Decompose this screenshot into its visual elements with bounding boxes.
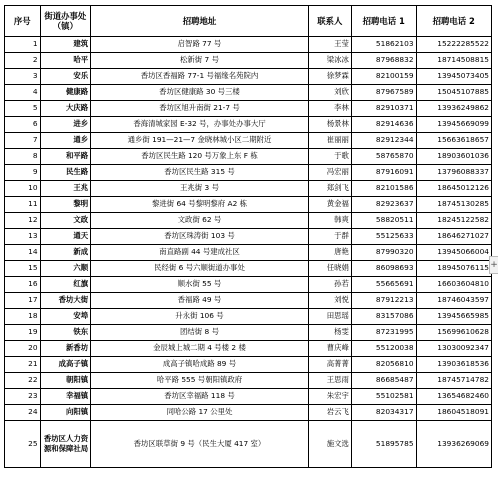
phone-1: 86685487: [351, 373, 416, 389]
contact-person: 崔丽丽: [308, 133, 351, 149]
table-row: [5, 181, 492, 197]
street-office: 向阳镇: [40, 405, 91, 421]
phone-2: 18945076115: [416, 261, 491, 277]
phone-1: 87916091: [351, 165, 416, 181]
phone-2: 13796088337: [416, 165, 491, 181]
street-office: 香坊大街: [40, 293, 91, 309]
contact-person: 王莹: [308, 37, 351, 53]
street-office: 安埠: [40, 309, 91, 325]
phone-2: 18245122582: [416, 213, 491, 229]
table-row: [5, 421, 492, 468]
contact-person: 杨景林: [308, 117, 351, 133]
contact-person: 韩爽: [308, 213, 351, 229]
phone-1: 87990320: [351, 245, 416, 261]
row-number: 20: [5, 341, 41, 357]
street-office: 新成: [40, 245, 91, 261]
street-office: 进乡: [40, 117, 91, 133]
recruit-address: 王兆街 3 号: [91, 181, 309, 197]
phone-2: 15699610628: [416, 325, 491, 341]
table-row: [5, 69, 492, 85]
street-office: 黎明: [40, 197, 91, 213]
phone-2: 13945073405: [416, 69, 491, 85]
phone-1: 87967589: [351, 85, 416, 101]
recruit-address: 香坊区联草街 9 号（民生大厦 417 室）: [91, 421, 309, 468]
table-row: [5, 117, 492, 133]
table-row: [5, 149, 492, 165]
phone-2: 15663618657: [416, 133, 491, 149]
phone-2: 18903601036: [416, 149, 491, 165]
recruit-address: 香海清城家园 E-32 号，办事处办事大厅: [91, 117, 309, 133]
header-contact: 联系人: [308, 6, 351, 37]
header-street: 街道办事处（镇）: [40, 6, 91, 37]
recruit-address: 香坊区民生路 315 号: [91, 165, 309, 181]
table-row: [5, 357, 492, 373]
phone-1: 58765870: [351, 149, 416, 165]
street-office: 通乡: [40, 133, 91, 149]
table-row: [5, 85, 492, 101]
table-row: [5, 213, 492, 229]
phone-1: 82100159: [351, 69, 416, 85]
street-office: 香坊区人力资源和保障社局: [40, 421, 91, 468]
phone-1: 82056810: [351, 357, 416, 373]
table-row: [5, 389, 492, 405]
phone-2: 13654682460: [416, 389, 491, 405]
phone-1: 87912213: [351, 293, 416, 309]
phone-2: 18746043597: [416, 293, 491, 309]
phone-2: 15222285522: [416, 37, 491, 53]
contact-person: 杨雯: [308, 325, 351, 341]
row-number: 23: [5, 389, 41, 405]
phone-2: 18645012126: [416, 181, 491, 197]
row-number: 8: [5, 149, 41, 165]
recruit-address: 团结街 8 号: [91, 325, 309, 341]
phone-2: 18745714782: [416, 373, 491, 389]
contact-person: 冯宏丽: [308, 165, 351, 181]
row-number: 24: [5, 405, 41, 421]
street-office: 和平路: [40, 149, 91, 165]
recruit-address: 松新街 7 号: [91, 53, 309, 69]
phone-2: 13945066004: [416, 245, 491, 261]
street-office: 文政: [40, 213, 91, 229]
street-office: 建筑: [40, 37, 91, 53]
row-number: 12: [5, 213, 41, 229]
phone-1: 51895785: [351, 421, 416, 468]
recruit-address: 香坊区旭升南街 21-7 号: [91, 101, 309, 117]
contact-person: 徐梦霖: [308, 69, 351, 85]
recruit-address: 香福路 49 号: [91, 293, 309, 309]
phone-1: 82910371: [351, 101, 416, 117]
row-number: 17: [5, 293, 41, 309]
street-office: 红旗: [40, 277, 91, 293]
header-row: [5, 6, 492, 37]
table-row: [5, 197, 492, 213]
phone-1: 55102581: [351, 389, 416, 405]
contact-person: 郑剑飞: [308, 181, 351, 197]
header-tel1: 招聘电话 1: [351, 6, 416, 37]
row-number: 21: [5, 357, 41, 373]
table-row: [5, 309, 492, 325]
contact-person: 刘悦: [308, 293, 351, 309]
recruit-address: 启智路 77 号: [91, 37, 309, 53]
recruit-address: 香坊区民生路 120 号万象上东 F 栋: [91, 149, 309, 165]
phone-2: 13945665985: [416, 309, 491, 325]
row-number: 6: [5, 117, 41, 133]
table-row: [5, 53, 492, 69]
phone-1: 82912344: [351, 133, 416, 149]
row-number: 25: [5, 421, 41, 468]
phone-2: 13903618536: [416, 357, 491, 373]
row-number: 14: [5, 245, 41, 261]
table-row: [5, 101, 492, 117]
row-number: 1: [5, 37, 41, 53]
row-number: 9: [5, 165, 41, 181]
table-row: [5, 325, 492, 341]
phone-1: 82923637: [351, 197, 416, 213]
phone-1: 82914636: [351, 117, 416, 133]
row-number: 15: [5, 261, 41, 277]
contact-person: 孙若: [308, 277, 351, 293]
contact-person: 于歌: [308, 149, 351, 165]
street-office: 哈平: [40, 53, 91, 69]
street-office: 大庆路: [40, 101, 91, 117]
contact-person: 梁冰冰: [308, 53, 351, 69]
table-row: [5, 245, 492, 261]
row-number: 18: [5, 309, 41, 325]
phone-1: 83157086: [351, 309, 416, 325]
phone-2: 18604518091: [416, 405, 491, 421]
phone-2: 13030092347: [416, 341, 491, 357]
header-tel2: 招聘电话 2: [416, 6, 491, 37]
row-number: 16: [5, 277, 41, 293]
recruit-address: 金辰城上城二期 4 号楼 2 楼: [91, 341, 309, 357]
recruit-address: 南直路副 44 号建成社区: [91, 245, 309, 261]
recruit-address: 香坊区香福路 77-1 号福缘名苑院内: [91, 69, 309, 85]
table-row: [5, 261, 492, 277]
table-row: [5, 373, 492, 389]
contact-person: 施文选: [308, 421, 351, 468]
phone-1: 82101586: [351, 181, 416, 197]
header-no: 序号: [5, 6, 41, 37]
table-row: [5, 341, 492, 357]
street-office: 民生路: [40, 165, 91, 181]
contact-person: 岩云飞: [308, 405, 351, 421]
recruit-address: 民经街 6 号六顺街道办事处: [91, 261, 309, 277]
phone-1: 58820511: [351, 213, 416, 229]
table-row: [5, 133, 492, 149]
row-number: 10: [5, 181, 41, 197]
recruit-address: 通乡街 191—21—7 金晓林城小区二期附近: [91, 133, 309, 149]
recruit-address: 顺水街 55 号: [91, 277, 309, 293]
phone-2: 13936269069: [416, 421, 491, 468]
street-office: 幸福镇: [40, 389, 91, 405]
contact-person: 任晓娟: [308, 261, 351, 277]
row-number: 19: [5, 325, 41, 341]
recruit-address: 同哈公路 17 公里处: [91, 405, 309, 421]
contact-person: 王思雨: [308, 373, 351, 389]
recruit-address: 香坊区健康路 30 号三楼: [91, 85, 309, 101]
street-office: 健康路: [40, 85, 91, 101]
street-office: 通天: [40, 229, 91, 245]
street-office: 安乐: [40, 69, 91, 85]
contact-person: 田思瑶: [308, 309, 351, 325]
recruit-address: 黎进街 64 号黎明黎府 A2 栋: [91, 197, 309, 213]
phone-1: 82034317: [351, 405, 416, 421]
phone-2: 16603604810: [416, 277, 491, 293]
phone-1: 87968832: [351, 53, 416, 69]
contact-person: 李林: [308, 101, 351, 117]
recruitment-table: [4, 5, 492, 468]
table-body: [5, 37, 492, 468]
row-number: 3: [5, 69, 41, 85]
phone-2: 18714508815: [416, 53, 491, 69]
phone-1: 86098693: [351, 261, 416, 277]
phone-1: 51862103: [351, 37, 416, 53]
street-office: 成高子镇: [40, 357, 91, 373]
table-row: [5, 277, 492, 293]
street-office: 六顺: [40, 261, 91, 277]
header-address: 招聘地址: [91, 6, 309, 37]
row-number: 5: [5, 101, 41, 117]
row-number: 13: [5, 229, 41, 245]
row-number: 7: [5, 133, 41, 149]
recruit-address: 哈平路 555 号朝阳镇政府: [91, 373, 309, 389]
street-office: 铁东: [40, 325, 91, 341]
table-row: [5, 229, 492, 245]
phone-2: 18646271027: [416, 229, 491, 245]
contact-person: 曹庆峰: [308, 341, 351, 357]
table-row: [5, 293, 492, 309]
recruit-address: 香坊区珠涛街 103 号: [91, 229, 309, 245]
phone-2: 18745130285: [416, 197, 491, 213]
contact-person: 朱宏宇: [308, 389, 351, 405]
table-row: [5, 405, 492, 421]
row-number: 22: [5, 373, 41, 389]
contact-person: 黄金福: [308, 197, 351, 213]
phone-2: 15045107885: [416, 85, 491, 101]
table-row: [5, 165, 492, 181]
phone-1: 55125633: [351, 229, 416, 245]
phone-1: 55120038: [351, 341, 416, 357]
street-office: 朝阳镇: [40, 373, 91, 389]
phone-2: 13945669099: [416, 117, 491, 133]
recruit-address: 文政街 62 号: [91, 213, 309, 229]
contact-person: 高菁菁: [308, 357, 351, 373]
street-office: 王兆: [40, 181, 91, 197]
recruit-address: 成高子镇哈成路 89 号: [91, 357, 309, 373]
recruit-address: 升永街 106 号: [91, 309, 309, 325]
phone-1: 87231995: [351, 325, 416, 341]
phone-1: 55665691: [351, 277, 416, 293]
row-number: 4: [5, 85, 41, 101]
table-row: [5, 37, 492, 53]
recruit-address: 香坊区幸福路 118 号: [91, 389, 309, 405]
scroll-handle[interactable]: +: [489, 256, 498, 274]
contact-person: 于群: [308, 229, 351, 245]
contact-person: 唐艳: [308, 245, 351, 261]
phone-2: 13936249862: [416, 101, 491, 117]
row-number: 11: [5, 197, 41, 213]
row-number: 2: [5, 53, 41, 69]
contact-person: 刘欣: [308, 85, 351, 101]
street-office: 新香坊: [40, 341, 91, 357]
